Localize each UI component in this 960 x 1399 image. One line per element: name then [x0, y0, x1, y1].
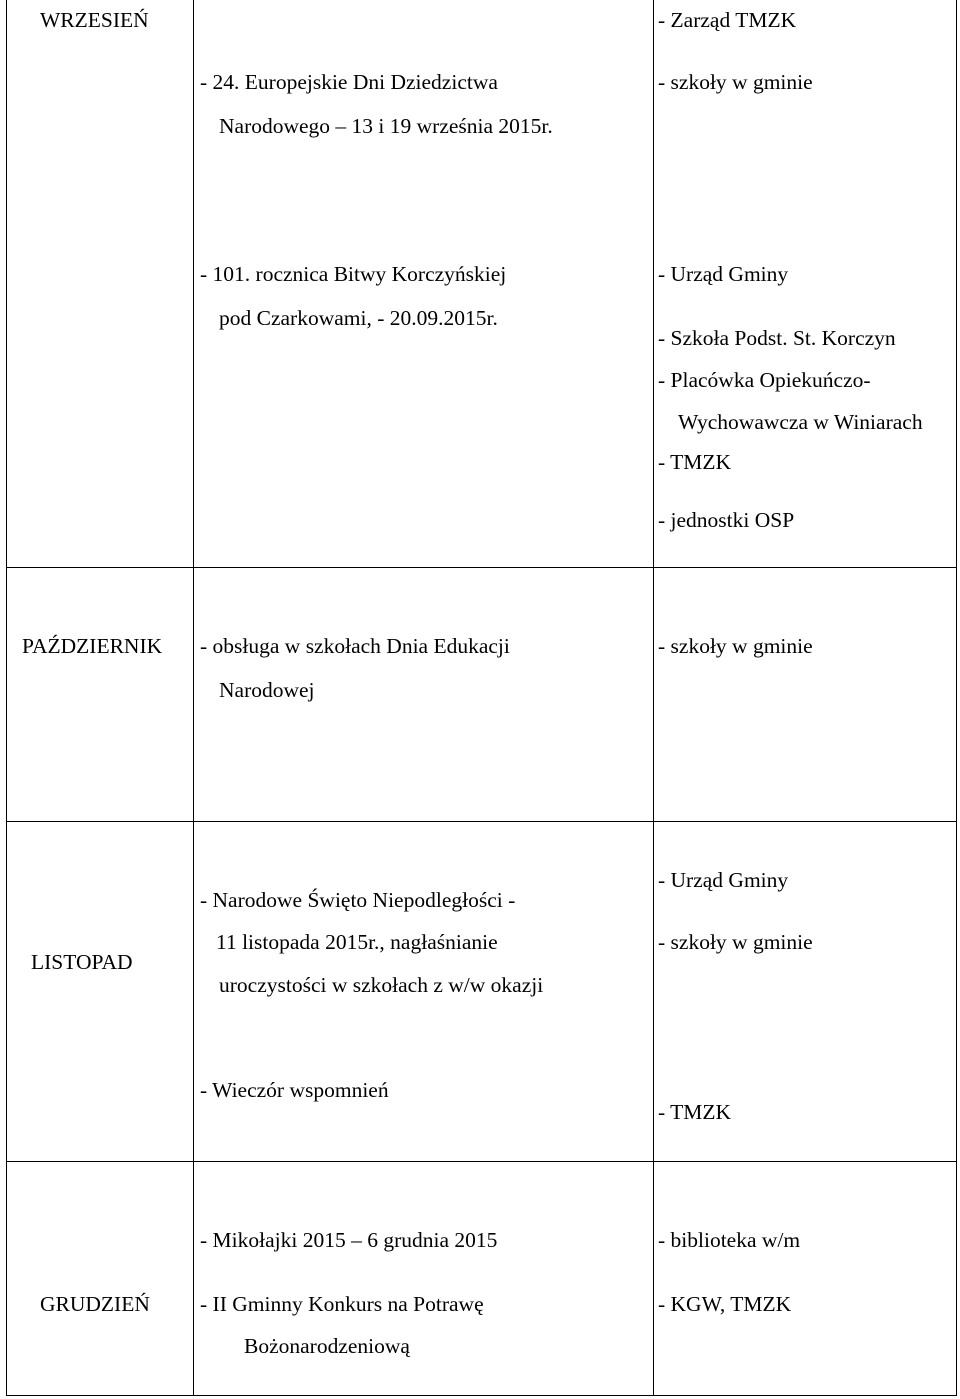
event-text: - obsługa w szkołach Dnia Edukacji [200, 634, 510, 658]
responsible-text: - biblioteka w/m [658, 1228, 801, 1252]
responsible-text: - TMZK [658, 1100, 732, 1124]
schedule-table [6, 0, 957, 1396]
event-text: uroczystości w szkołach z w/w okazji [219, 973, 544, 997]
event-text: Bożonarodzeniową [244, 1334, 410, 1358]
month-label-pazdziernik: PAŹDZIERNIK [22, 634, 163, 658]
responsible-text: Wychowawcza w Winiarach [678, 410, 923, 434]
event-text: - 101. rocznica Bitwy Korczyńskiej [200, 262, 507, 286]
row-divider-pazdziernik [7, 821, 956, 822]
event-text: - 24. Europejskie Dni Dziedzictwa [200, 70, 498, 94]
month-label-listopad: LISTOPAD [31, 950, 133, 974]
responsible-text: - Urząd Gminy [658, 262, 789, 286]
column-divider-responsible [653, 0, 654, 1395]
event-text: - Narodowe Święto Niepodległości - [200, 888, 516, 912]
event-text: Narodowej [219, 678, 315, 702]
event-text: 11 listopada 2015r., nagłaśnianie [216, 930, 498, 954]
responsible-text: - TMZK [658, 450, 732, 474]
row-divider-wrzesien [7, 567, 956, 568]
column-divider-month [193, 0, 194, 1395]
responsible-text: - jednostki OSP [658, 508, 795, 532]
event-text: - II Gminny Konkurs na Potrawę [200, 1292, 484, 1316]
responsible-text: - Szkoła Podst. St. Korczyn [658, 326, 896, 350]
responsible-text: - Zarząd TMZK [658, 8, 797, 32]
event-text: - Mikołajki 2015 – 6 grudnia 2015 [200, 1228, 498, 1252]
responsible-text: - Placówka Opiekuńczo- [658, 368, 871, 392]
event-text: pod Czarkowami, - 20.09.2015r. [219, 306, 498, 330]
event-text: Narodowego – 13 i 19 września 2015r. [219, 114, 553, 138]
month-label-wrzesien: WRZESIEŃ [40, 8, 149, 32]
responsible-text: - szkoły w gminie [658, 634, 813, 658]
row-divider-listopad [7, 1161, 956, 1162]
responsible-text: - szkoły w gminie [658, 930, 813, 954]
month-label-grudzien: GRUDZIEŃ [40, 1292, 150, 1316]
responsible-text: - Urząd Gminy [658, 868, 789, 892]
responsible-text: - szkoły w gminie [658, 70, 813, 94]
responsible-text: - KGW, TMZK [658, 1292, 792, 1316]
event-text: - Wieczór wspomnień [200, 1078, 389, 1102]
